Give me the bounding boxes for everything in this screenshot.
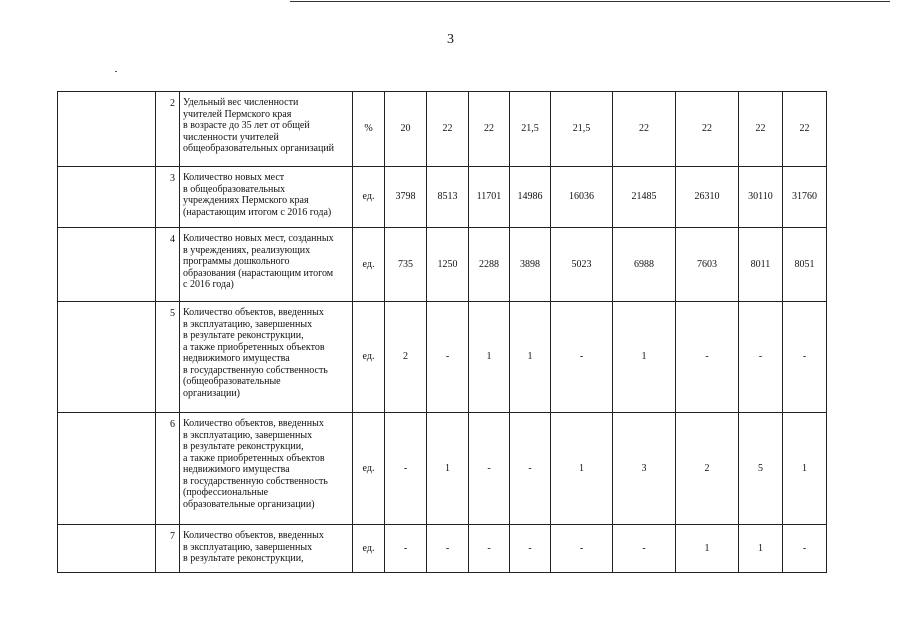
description-line: (нарастающим итогом с 2016 года): [183, 206, 332, 218]
description-line: с 2016 года): [183, 279, 234, 290]
table-row: [58, 228, 827, 302]
description-line: а также приобретенных объектов: [183, 452, 325, 464]
row-number: 2: [156, 92, 180, 167]
value-cell: 1: [469, 302, 510, 413]
indicator-description: [180, 413, 353, 525]
indicators-table: [57, 91, 827, 573]
indicator-description: [180, 228, 353, 302]
value-cell: 31760: [783, 167, 827, 228]
description-line: численности учителей: [183, 131, 279, 143]
description-line: в государственную собственность: [183, 364, 328, 376]
value-cell: 5: [739, 413, 783, 525]
description-line: в результате реконструкции,: [183, 330, 304, 341]
empty-cell: [58, 92, 156, 167]
row-number: 4: [156, 228, 180, 302]
value-cell: 3: [613, 413, 676, 525]
empty-cell: [58, 302, 156, 413]
value-cell: -: [427, 525, 469, 573]
description-line: образования (нарастающим итогом: [183, 267, 334, 279]
row-number: 7: [156, 525, 180, 573]
empty-cell: [58, 525, 156, 573]
description-line: учреждениях Пермского края: [183, 195, 309, 206]
description-line: в эксплуатацию, завершенных: [183, 541, 313, 553]
description-line: учителей Пермского края: [183, 108, 292, 120]
row-number: 5: [156, 302, 180, 413]
table-body: [58, 92, 827, 573]
value-cell: 3898: [510, 228, 551, 302]
description-line: Количество новых мест, созданных: [183, 233, 334, 244]
description-line: в возрасте до 35 лет от общей: [183, 120, 310, 131]
value-cell: 22: [469, 92, 510, 167]
description-line: образовательные организации): [183, 498, 315, 510]
description-line: в общеобразовательных: [183, 183, 286, 195]
indicator-description: [180, 525, 353, 573]
value-cell: 30110: [739, 167, 783, 228]
indicator-description: [180, 302, 353, 413]
value-cell: 14986: [510, 167, 551, 228]
value-cell: 2: [385, 302, 427, 413]
row-number: 6: [156, 413, 180, 525]
value-cell: 1: [739, 525, 783, 573]
indicator-description: [180, 167, 353, 228]
value-cell: -: [551, 302, 613, 413]
description-line: (общеобразовательные: [183, 376, 281, 387]
value-cell: 1: [783, 413, 827, 525]
unit-cell: ед.: [353, 413, 385, 525]
description-line: (профессиональные: [183, 487, 269, 498]
value-cell: 26310: [676, 167, 739, 228]
value-cell: 2: [676, 413, 739, 525]
value-cell: 8011: [739, 228, 783, 302]
unit-cell: ед.: [353, 228, 385, 302]
unit-cell: ед.: [353, 302, 385, 413]
value-cell: 7603: [676, 228, 739, 302]
value-cell: -: [551, 525, 613, 573]
empty-cell: [58, 413, 156, 525]
indicator-description: [180, 92, 353, 167]
table-row: [58, 92, 827, 167]
value-cell: 3798: [385, 167, 427, 228]
description-line: в эксплуатацию, завершенных: [183, 318, 313, 330]
unit-cell: ед.: [353, 167, 385, 228]
value-cell: 6988: [613, 228, 676, 302]
value-cell: 2288: [469, 228, 510, 302]
value-cell: 22: [427, 92, 469, 167]
description-line: программы дошкольного: [183, 256, 290, 267]
description-line: в учреждениях, реализующих: [183, 244, 311, 256]
value-cell: 735: [385, 228, 427, 302]
value-cell: 21,5: [510, 92, 551, 167]
unit-cell: ед.: [353, 525, 385, 573]
table-row: [58, 525, 827, 573]
top-rule: [290, 1, 890, 2]
value-cell: -: [385, 413, 427, 525]
value-cell: 21485: [613, 167, 676, 228]
value-cell: 1: [551, 413, 613, 525]
value-cell: 22: [739, 92, 783, 167]
table-row: [58, 413, 827, 525]
value-cell: 1: [613, 302, 676, 413]
value-cell: -: [427, 302, 469, 413]
table-row: [58, 302, 827, 413]
value-cell: -: [739, 302, 783, 413]
description-line: Количество объектов, введенных: [183, 418, 324, 429]
value-cell: 22: [676, 92, 739, 167]
unit-cell: %: [353, 92, 385, 167]
value-cell: 20: [385, 92, 427, 167]
description-line: в результате реконструкции,: [183, 441, 304, 452]
description-line: Удельный вес численности: [183, 97, 299, 108]
value-cell: 16036: [551, 167, 613, 228]
row-number: 3: [156, 167, 180, 228]
value-cell: 1: [676, 525, 739, 573]
value-cell: 21,5: [551, 92, 613, 167]
description-line: в государственную собственность: [183, 475, 328, 487]
value-cell: -: [676, 302, 739, 413]
description-line: Количество объектов, введенных: [183, 530, 324, 541]
value-cell: 1: [427, 413, 469, 525]
value-cell: -: [469, 525, 510, 573]
value-cell: -: [510, 413, 551, 525]
empty-cell: [58, 228, 156, 302]
value-cell: -: [385, 525, 427, 573]
value-cell: -: [510, 525, 551, 573]
description-line: организации): [183, 387, 241, 399]
scan-speck: [115, 71, 117, 72]
value-cell: 22: [613, 92, 676, 167]
description-line: Количество объектов, введенных: [183, 307, 324, 318]
table-row: [58, 167, 827, 228]
value-cell: 11701: [469, 167, 510, 228]
description-line: недвижимого имущества: [183, 353, 290, 364]
value-cell: 5023: [551, 228, 613, 302]
page-number: 3: [447, 32, 454, 47]
description-line: общеобразовательных организаций: [183, 143, 335, 154]
description-line: в эксплуатацию, завершенных: [183, 429, 313, 441]
value-cell: 1: [510, 302, 551, 413]
value-cell: 22: [783, 92, 827, 167]
description-line: а также приобретенных объектов: [183, 341, 325, 353]
description-line: Количество новых мест: [183, 172, 285, 183]
value-cell: -: [469, 413, 510, 525]
value-cell: 8513: [427, 167, 469, 228]
value-cell: 8051: [783, 228, 827, 302]
description-line: недвижимого имущества: [183, 464, 290, 475]
value-cell: -: [613, 525, 676, 573]
description-line: в результате реконструкции,: [183, 553, 304, 564]
value-cell: 1250: [427, 228, 469, 302]
value-cell: -: [783, 525, 827, 573]
empty-cell: [58, 167, 156, 228]
value-cell: -: [783, 302, 827, 413]
